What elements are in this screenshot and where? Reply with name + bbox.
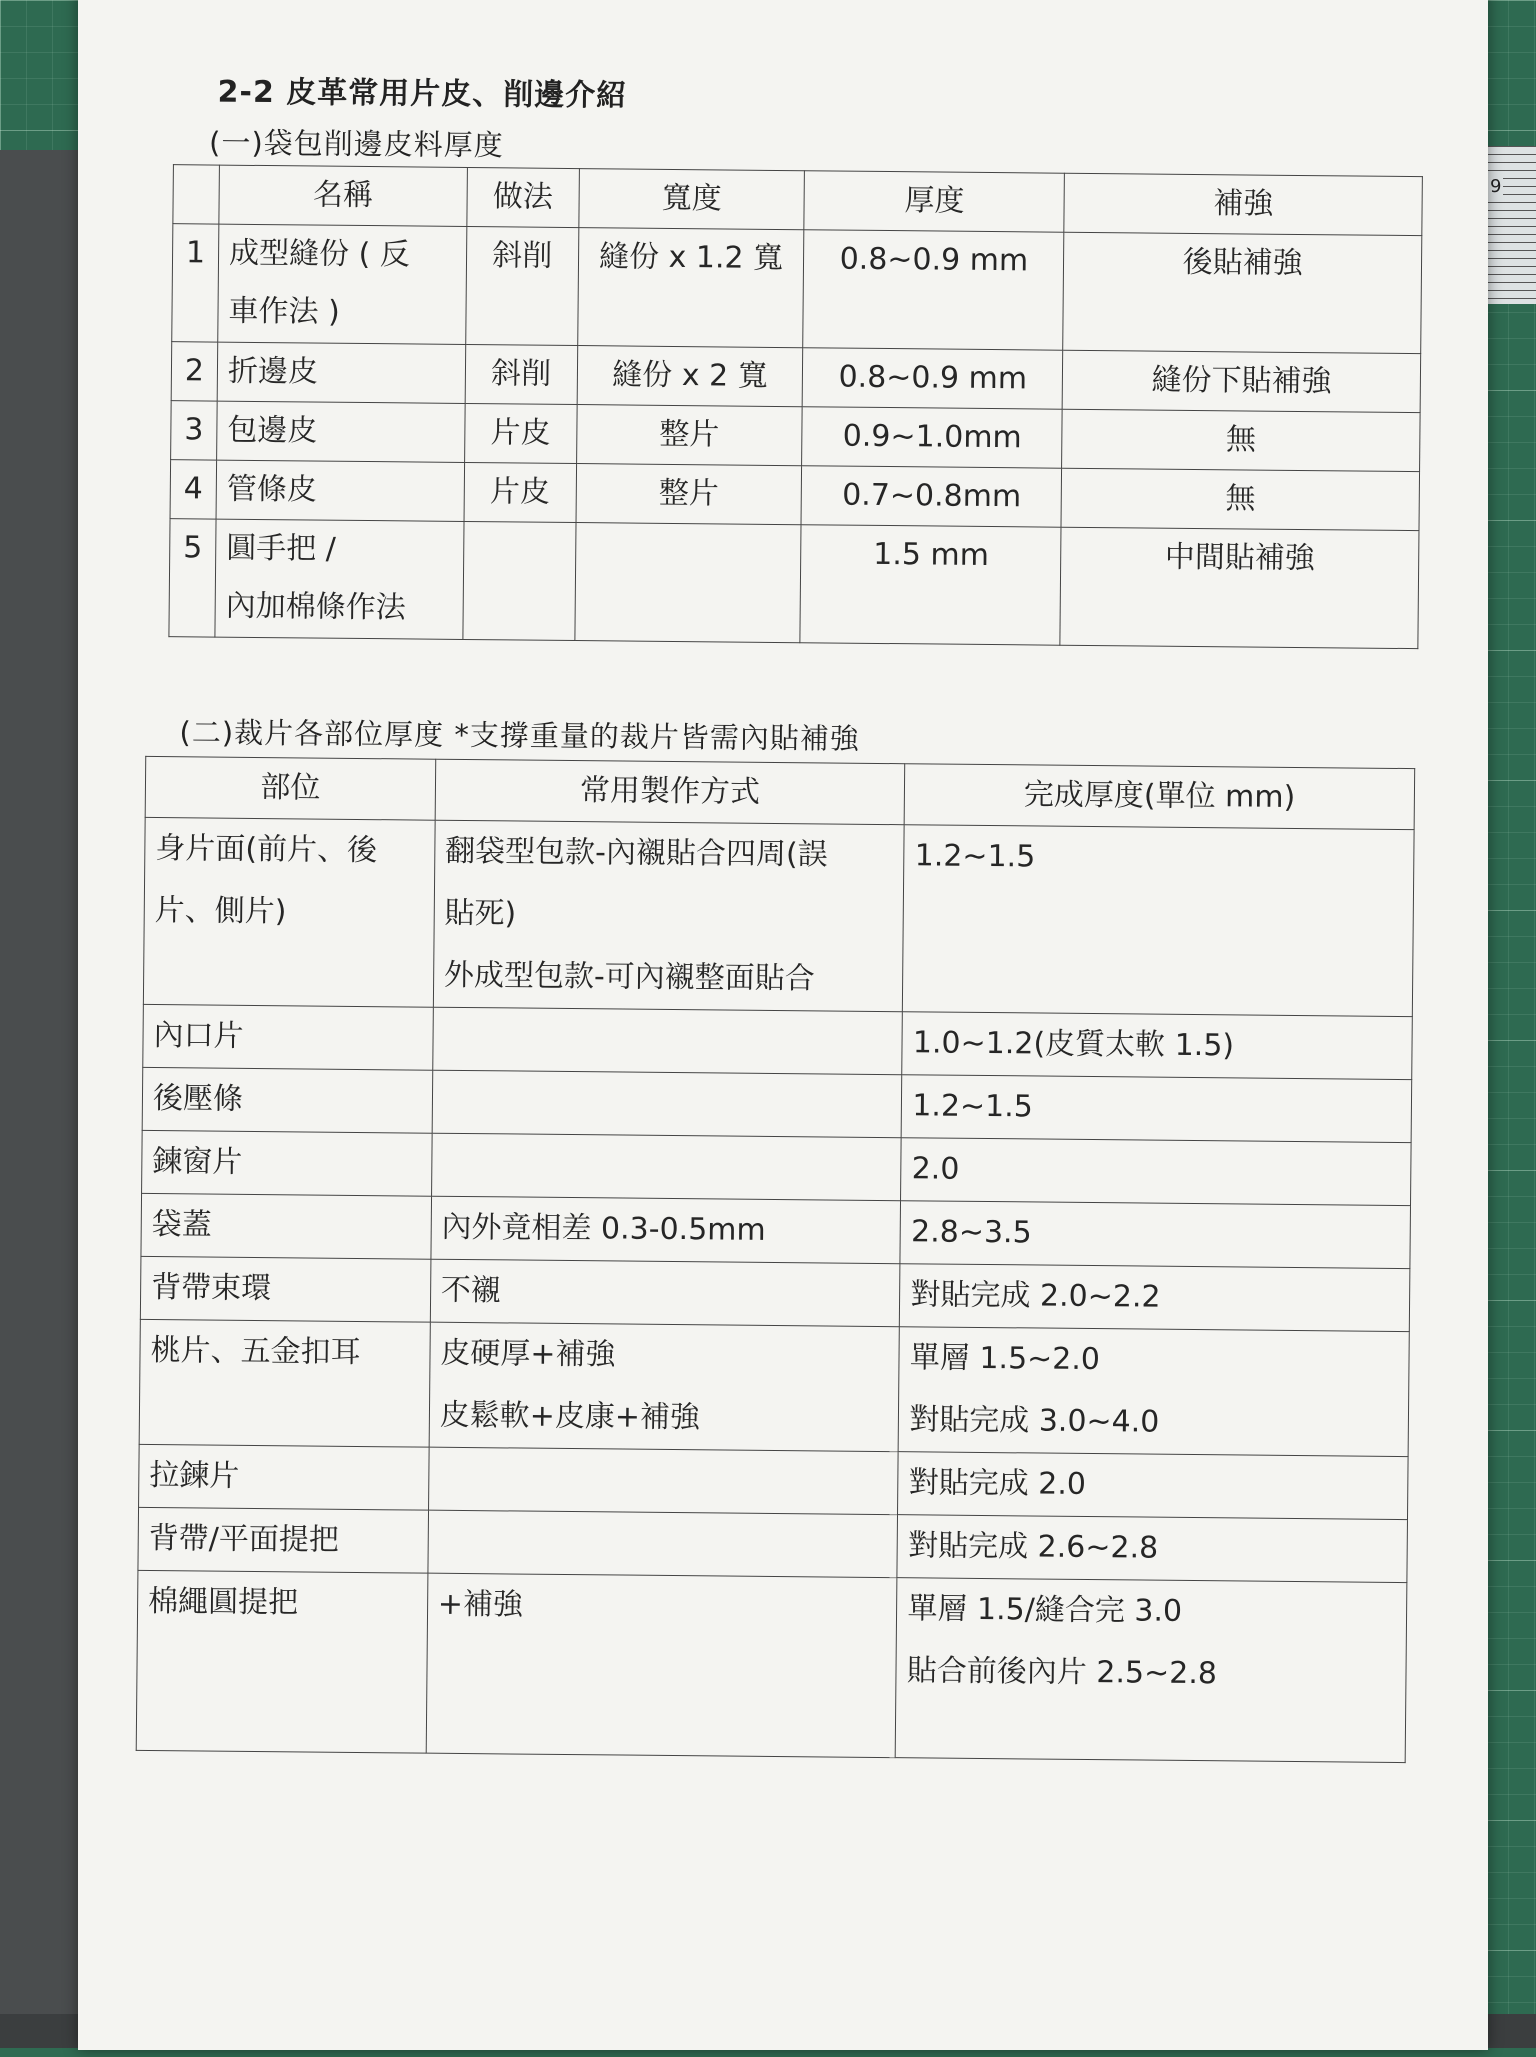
thickness-line: 對貼完成 3.0~4.0 <box>909 1402 1160 1440</box>
thickness-line: 1.0~1.2(皮質太軟 1.5) <box>912 1025 1235 1064</box>
name-line: 圓手把 / <box>226 530 337 567</box>
width-cell: 縫份 x 1.2 寬 <box>577 228 804 348</box>
method-cell: 片皮 <box>464 403 576 463</box>
part-line: 棉繩圓提把 <box>147 1583 299 1621</box>
thickness-cell <box>903 825 1414 1017</box>
thickness-line: 單層 1.5/縫合完 3.0 <box>907 1591 1183 1629</box>
thickness-line: 對貼完成 2.0~2.2 <box>910 1277 1161 1315</box>
paper-sheet <box>78 0 1488 2050</box>
thickness-line: 單層 1.5~2.0 <box>909 1340 1101 1378</box>
thickness-cell <box>900 1264 1410 1332</box>
part-cell <box>143 1004 433 1070</box>
thickness-cell <box>896 1578 1407 1763</box>
thickness-line: 對貼完成 2.0 <box>908 1465 1087 1502</box>
method-cell <box>430 1259 900 1327</box>
method-line: +補強 <box>437 1586 524 1623</box>
name-line: 成型縫份 ( 反 <box>228 235 410 273</box>
thickness-line: 對貼完成 2.6~2.8 <box>907 1528 1159 1566</box>
method-cell <box>433 820 904 1011</box>
part-cell <box>142 1130 432 1196</box>
table-row <box>139 1319 1409 1456</box>
part-line: 後壓條 <box>152 1081 244 1117</box>
name-line: 內加棉條作法 <box>225 588 406 626</box>
method-cell: 片皮 <box>464 462 576 522</box>
reinforce-cell: 無 <box>1061 468 1419 530</box>
row-number-cell: 2 <box>171 342 218 401</box>
edge-skiving-table <box>168 164 1422 649</box>
row-number-cell: 1 <box>172 224 219 342</box>
method-cell: 斜削 <box>465 226 578 345</box>
thickness-cell: 1.5 mm <box>800 525 1061 645</box>
part-cell <box>141 1193 431 1259</box>
header-number <box>173 165 220 224</box>
part-line: 鍊窗片 <box>152 1144 243 1180</box>
name-cell <box>215 519 464 639</box>
row-number-cell: 3 <box>171 401 218 460</box>
name-cell <box>217 342 465 403</box>
thickness-line: 1.2~1.5 <box>912 1088 1034 1125</box>
part-line: 身片面(前片、後 <box>155 831 378 869</box>
table-row <box>138 1507 1408 1582</box>
thickness-cell: 0.7~0.8mm <box>801 466 1061 527</box>
method-line: 內外竟相差 0.3-0.5mm <box>441 1209 766 1248</box>
method-line: 皮鬆軟+皮康+補強 <box>439 1397 701 1436</box>
name-cell <box>217 401 465 462</box>
part-line: 內口片 <box>153 1018 244 1054</box>
table-row <box>143 817 1414 1016</box>
thickness-cell: 0.8~0.9 mm <box>803 348 1063 409</box>
name-cell <box>218 224 467 344</box>
header-common-method: 常用製作方式 <box>435 759 905 825</box>
method-cell <box>433 1007 903 1075</box>
thickness-cell: 0.9~1.0mm <box>802 407 1062 468</box>
method-cell <box>431 1133 901 1201</box>
part-cell <box>138 1507 428 1573</box>
thickness-cell <box>901 1138 1411 1206</box>
part-cell <box>140 1256 430 1322</box>
part-line: 拉鍊片 <box>149 1457 240 1494</box>
thickness-cell <box>898 1452 1408 1520</box>
thickness-cell <box>902 1012 1412 1080</box>
part-cell <box>139 1444 429 1510</box>
part-cell <box>143 817 435 1007</box>
method-cell <box>463 521 576 640</box>
part-line: 背帶束環 <box>150 1270 272 1307</box>
section1-title: (一)袋包削邊皮料厚度 <box>208 125 504 163</box>
method-line: 皮硬厚+補強 <box>440 1335 616 1373</box>
part-thickness-table <box>136 756 1415 1763</box>
header-reinforce: 補強 <box>1064 173 1422 235</box>
part-line: 袋蓋 <box>151 1207 212 1243</box>
ruler-number: 9 <box>1490 176 1502 197</box>
method-cell <box>431 1196 901 1264</box>
thickness-line: 2.0 <box>911 1151 960 1187</box>
method-cell <box>432 1070 902 1138</box>
reinforce-cell: 縫份下貼補強 <box>1062 350 1420 412</box>
name-line: 車作法 ) <box>228 293 340 330</box>
section2-title: (二)裁片各部位厚度 *支撐重量的裁片皆需內貼補強 <box>179 715 860 756</box>
thickness-cell <box>898 1327 1409 1457</box>
thickness-cell <box>900 1201 1410 1269</box>
thickness-line: 貼合前後內片 2.5~2.8 <box>906 1653 1218 1692</box>
name-cell <box>216 460 464 521</box>
header-name: 名稱 <box>219 165 467 226</box>
row-number-cell: 5 <box>169 519 216 637</box>
part-cell <box>136 1570 427 1753</box>
row-number-cell: 4 <box>170 460 217 519</box>
header-finished-thickness: 完成厚度(單位 mm) <box>904 764 1414 830</box>
name-line: 包邊皮 <box>227 412 318 449</box>
header-method: 做法 <box>467 167 579 227</box>
name-line: 折邊皮 <box>227 353 319 390</box>
method-line: 不襯 <box>440 1272 502 1309</box>
table-row <box>172 224 1422 354</box>
part-cell <box>142 1067 432 1133</box>
header-width: 寬度 <box>578 169 804 230</box>
part-line: 片、側片) <box>154 893 287 930</box>
reinforce-cell: 中間貼補強 <box>1060 527 1419 648</box>
document-title: 2-2 皮革常用片皮、削邊介紹 <box>217 74 628 114</box>
table-row <box>169 519 1419 649</box>
method-cell <box>426 1573 897 1757</box>
part-line: 桃片、五金扣耳 <box>150 1332 361 1371</box>
width-cell <box>575 523 802 643</box>
document-content <box>67 0 1497 2057</box>
part-line: 背帶/平面提把 <box>148 1520 340 1558</box>
name-line: 管條皮 <box>226 471 317 508</box>
method-line: 貼死) <box>444 895 517 932</box>
table-row <box>136 1570 1407 1762</box>
method-line: 外成型包款-可內襯整面貼合 <box>443 957 815 997</box>
width-cell: 整片 <box>576 464 802 525</box>
thickness-cell: 0.8~0.9 mm <box>803 230 1064 350</box>
width-cell: 整片 <box>576 405 802 466</box>
reinforce-cell: 無 <box>1062 409 1420 471</box>
thickness-line: 2.8~3.5 <box>910 1214 1032 1251</box>
method-cell <box>429 1322 900 1452</box>
reinforce-cell: 後貼補強 <box>1063 232 1422 353</box>
header-thickness: 厚度 <box>804 171 1064 232</box>
method-cell: 斜削 <box>465 344 577 404</box>
part-cell <box>139 1319 430 1447</box>
method-cell <box>428 1510 898 1578</box>
method-cell <box>428 1447 898 1515</box>
method-line: 翻袋型包款-內襯貼合四周(誤 <box>444 833 828 873</box>
thickness-line: 1.2~1.5 <box>914 838 1036 875</box>
thickness-cell <box>901 1075 1411 1143</box>
thickness-cell <box>897 1515 1407 1583</box>
width-cell: 縫份 x 2 寬 <box>577 346 803 407</box>
header-part: 部位 <box>145 756 435 820</box>
